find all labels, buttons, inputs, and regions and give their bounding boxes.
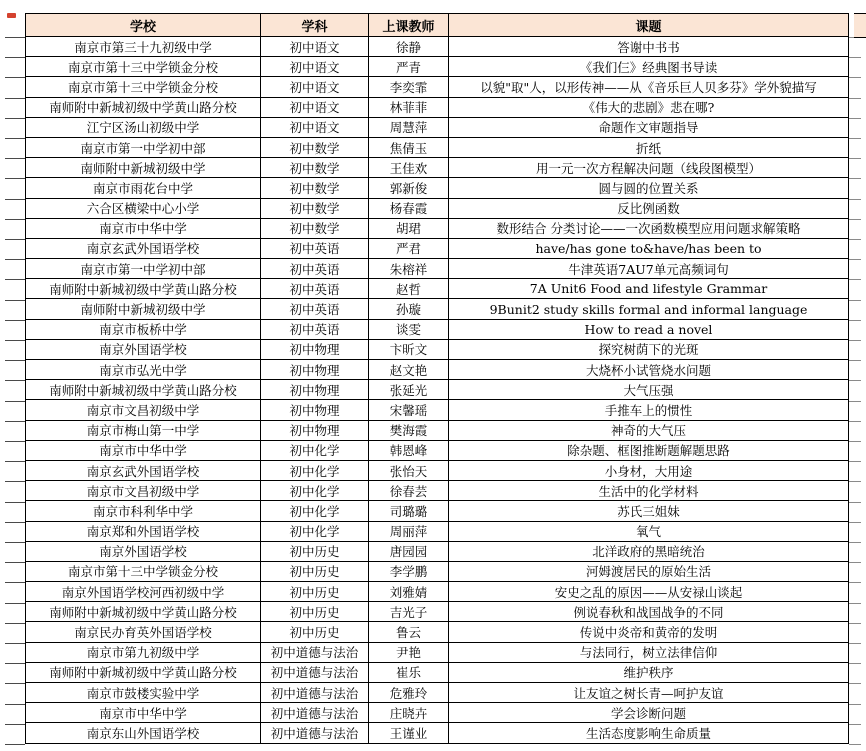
table-row (26, 57, 849, 77)
grid-line-stub (5, 360, 25, 361)
cell-topic[interactable]: 除杂题、框图推断题解题思路 (449, 440, 849, 460)
grid-line-stub (5, 643, 25, 644)
grid-line-stub (849, 340, 861, 341)
cell-teacher[interactable]: 李奕霏 (369, 77, 449, 97)
grid-line-stub (5, 401, 25, 402)
grid-line-stub (5, 663, 25, 664)
header-row (26, 14, 849, 37)
cell-school[interactable]: 南京市中华中学 (26, 440, 261, 460)
cell-topic[interactable]: 河姆渡居民的原始生活 (449, 561, 849, 581)
cell-school[interactable]: 南京市弘光中学 (26, 360, 261, 380)
grid-line-stub (849, 441, 861, 442)
cell-subject[interactable]: 初中英语 (261, 238, 369, 258)
cell-teacher[interactable]: 韩恩峰 (369, 440, 449, 460)
table-row (26, 238, 849, 258)
cell-teacher[interactable]: 卞昕文 (369, 339, 449, 359)
cell-subject[interactable]: 初中历史 (261, 561, 369, 581)
cell-school[interactable]: 南京市中华中学 (26, 218, 261, 238)
grid-line-stub (5, 138, 25, 139)
cell-topic[interactable]: 学会诊断问题 (449, 703, 849, 723)
table-row (26, 662, 849, 682)
cell-subject[interactable]: 初中数学 (261, 218, 369, 238)
cell-subject[interactable]: 初中物理 (261, 380, 369, 400)
cell-school[interactable]: 南京市文昌初级中学 (26, 481, 261, 501)
grid-line-stub (5, 603, 25, 604)
table-row (26, 723, 849, 743)
table-row (26, 360, 849, 380)
cell-school[interactable]: 南京市雨花台中学 (26, 178, 261, 198)
cell-teacher[interactable]: 赵哲 (369, 279, 449, 299)
grid-line-stub (849, 421, 861, 422)
header-topic[interactable]: 课题 (449, 14, 849, 37)
cell-teacher[interactable]: 尹艳 (369, 642, 449, 662)
table-row (26, 561, 849, 581)
cell-topic[interactable]: 大烧杯小试管烧水问题 (449, 360, 849, 380)
lesson-table (25, 13, 849, 744)
cell-school[interactable]: 南京市第一中学初中部 (26, 259, 261, 279)
cell-school[interactable]: 南京玄武外国语学校 (26, 238, 261, 258)
cell-topic[interactable]: 牛津英语7AU7单元高频词句 (449, 259, 849, 279)
cell-school[interactable]: 南京市第一中学初中部 (26, 137, 261, 157)
grid-line-stub (849, 199, 861, 200)
cell-teacher[interactable]: 林菲菲 (369, 97, 449, 117)
grid-line-stub (849, 704, 861, 705)
cell-teacher[interactable]: 宋馨瑶 (369, 400, 449, 420)
cell-teacher[interactable]: 王谨业 (369, 723, 449, 743)
grid-line-stub (849, 623, 861, 624)
cell-subject[interactable]: 初中道德与法治 (261, 703, 369, 723)
cell-subject[interactable]: 初中化学 (261, 481, 369, 501)
grid-line-stub (5, 441, 25, 442)
cell-teacher[interactable]: 鲁云 (369, 622, 449, 642)
cell-teacher[interactable]: 周慧萍 (369, 117, 449, 137)
cell-topic[interactable]: 大气压强 (449, 380, 849, 400)
table-row (26, 339, 849, 359)
cell-school[interactable]: 南师附中新城初级中学黄山路分校 (26, 279, 261, 299)
grid-line-stub (849, 77, 861, 78)
cell-subject[interactable]: 初中语文 (261, 57, 369, 77)
cell-subject[interactable]: 初中数学 (261, 198, 369, 218)
cell-school[interactable]: 南京郑和外国语学校 (26, 521, 261, 541)
cell-topic[interactable]: 用一元一次方程解决问题（线段图模型） (449, 158, 849, 178)
cell-school[interactable]: 江宁区汤山初级中学 (26, 117, 261, 137)
grid-line-stub (5, 300, 25, 301)
table-row (26, 137, 849, 157)
table-row (26, 198, 849, 218)
table-row (26, 380, 849, 400)
table-row (26, 77, 849, 97)
adjacent-column-header-stub (854, 13, 866, 38)
grid-line-stub (849, 57, 861, 58)
grid-line-stub (5, 461, 25, 462)
cell-school[interactable]: 南师附中新城初级中学黄山路分校 (26, 602, 261, 622)
cell-teacher[interactable]: 王佳欢 (369, 158, 449, 178)
cell-school[interactable]: 六合区横梁中心小学 (26, 198, 261, 218)
grid-line-stub (849, 219, 861, 220)
cell-teacher[interactable]: 吉光子 (369, 602, 449, 622)
grid-line-stub (5, 219, 25, 220)
cell-school[interactable]: 南京外国语学校 (26, 339, 261, 359)
table-row (26, 279, 849, 299)
cell-subject[interactable]: 初中英语 (261, 279, 369, 299)
grid-line-stub (849, 380, 861, 381)
cell-school[interactable]: 南京市第九初级中学 (26, 642, 261, 662)
cell-school[interactable]: 南京玄武外国语学校 (26, 460, 261, 480)
cell-topic[interactable]: 氧气 (449, 521, 849, 541)
table-row (26, 582, 849, 602)
grid-line-stub (849, 98, 861, 99)
cell-teacher[interactable]: 刘雅婧 (369, 582, 449, 602)
grid-line-stub (5, 421, 25, 422)
cell-teacher[interactable]: 孙璇 (369, 299, 449, 319)
cell-teacher[interactable]: 崔乐 (369, 662, 449, 682)
grid-line-stub (5, 199, 25, 200)
cell-subject[interactable]: 初中语文 (261, 37, 369, 57)
table-row (26, 642, 849, 662)
cell-teacher[interactable]: 谈雯 (369, 319, 449, 339)
cell-school[interactable]: 南京东山外国语学校 (26, 723, 261, 743)
cell-subject[interactable]: 初中语文 (261, 97, 369, 117)
grid-line-stub (5, 98, 25, 99)
cell-subject[interactable]: 初中数学 (261, 178, 369, 198)
grid-line-stub (5, 542, 25, 543)
table-row (26, 158, 849, 178)
grid-line-stub (849, 744, 861, 745)
grid-line-stub (5, 239, 25, 240)
grid-line-stub (5, 683, 25, 684)
right-gutter (849, 0, 866, 751)
cell-topic[interactable]: 探究树荫下的光斑 (449, 339, 849, 359)
cell-subject[interactable]: 初中道德与法治 (261, 683, 369, 703)
cell-teacher[interactable]: 危雅玲 (369, 683, 449, 703)
grid-line-stub (5, 724, 25, 725)
grid-line-stub (849, 663, 861, 664)
grid-line-stub (5, 704, 25, 705)
table-row (26, 521, 849, 541)
grid-line-stub (849, 178, 861, 179)
grid-line-stub (849, 239, 861, 240)
table-row (26, 622, 849, 642)
cell-teacher[interactable]: 胡珺 (369, 218, 449, 238)
cell-topic[interactable]: 安史之乱的原因——从安禄山谈起 (449, 582, 849, 602)
cell-subject[interactable]: 初中英语 (261, 299, 369, 319)
cell-topic[interactable]: 9Bunit2 study skills formal and informal language (449, 299, 849, 319)
grid-line-stub (849, 522, 861, 523)
cell-topic[interactable]: 答谢中书书 (449, 37, 849, 57)
cell-teacher[interactable]: 周丽萍 (369, 521, 449, 541)
grid-line-stub (849, 562, 861, 563)
cell-teacher[interactable]: 庄晓卉 (369, 703, 449, 723)
cell-school[interactable]: 南京市科利华中学 (26, 501, 261, 521)
grid-line-stub (849, 279, 861, 280)
cell-topic[interactable]: 让友谊之树长青—呵护友谊 (449, 683, 849, 703)
grid-line-stub (5, 320, 25, 321)
cell-subject[interactable]: 初中物理 (261, 360, 369, 380)
cell-school[interactable]: 南京市文昌初级中学 (26, 400, 261, 420)
grid-line-stub (5, 744, 25, 745)
cell-subject[interactable]: 初中数学 (261, 137, 369, 157)
header-school[interactable]: 学校 (26, 14, 261, 37)
grid-line-stub (849, 542, 861, 543)
grid-line-stub (849, 118, 861, 119)
cell-school[interactable]: 南师附中新城初级中学黄山路分校 (26, 662, 261, 682)
cell-school[interactable]: 南师附中新城初级中学黄山路分校 (26, 380, 261, 400)
cell-topic[interactable]: 例说春秋和战国战争的不同 (449, 602, 849, 622)
table-row (26, 481, 849, 501)
table-row (26, 501, 849, 521)
grid-line-stub (5, 623, 25, 624)
cell-teacher[interactable]: 严君 (369, 238, 449, 258)
cell-teacher[interactable]: 张延光 (369, 380, 449, 400)
grid-line-stub (849, 320, 861, 321)
grid-line-stub (5, 582, 25, 583)
cell-teacher[interactable]: 赵文艳 (369, 360, 449, 380)
cell-school[interactable]: 南京市第十三中学锁金分校 (26, 77, 261, 97)
cell-school[interactable]: 南京外国语学校河西初级中学 (26, 582, 261, 602)
grid-line-stub (5, 57, 25, 58)
cell-teacher[interactable]: 徐春芸 (369, 481, 449, 501)
cell-school[interactable]: 南京市第十三中学锁金分校 (26, 57, 261, 77)
table-row (26, 683, 849, 703)
cell-school[interactable]: 南京市第三十九初级中学 (26, 37, 261, 57)
cell-subject[interactable]: 初中历史 (261, 541, 369, 561)
cell-school[interactable]: 南师附中新城初级中学 (26, 299, 261, 319)
cell-topic[interactable]: 圆与圆的位置关系 (449, 178, 849, 198)
grid-line-stub (5, 118, 25, 119)
cell-subject[interactable]: 初中道德与法治 (261, 642, 369, 662)
cell-topic[interactable]: 数形结合 分类讨论——一次函数模型应用问题求解策略 (449, 218, 849, 238)
table-row (26, 299, 849, 319)
grid-line-stub (5, 279, 25, 280)
grid-line-stub (849, 603, 861, 604)
cell-teacher[interactable]: 杨春霞 (369, 198, 449, 218)
grid-line-stub (849, 643, 861, 644)
cell-subject[interactable]: 初中历史 (261, 622, 369, 642)
cell-subject[interactable]: 初中英语 (261, 319, 369, 339)
cell-subject[interactable]: 初中化学 (261, 501, 369, 521)
table-row (26, 400, 849, 420)
cell-subject[interactable]: 初中语文 (261, 77, 369, 97)
cell-topic[interactable]: 以貌"取"人，以形传神——从《音乐巨人贝多芬》学外貌描写 (449, 77, 849, 97)
table-row (26, 703, 849, 723)
left-gutter (0, 0, 25, 751)
grid-line-stub (5, 158, 25, 159)
cell-topic[interactable]: 命题作文审题指导 (449, 117, 849, 137)
cell-teacher[interactable]: 焦倩玉 (369, 137, 449, 157)
cell-topic[interactable]: 苏氏三姐妹 (449, 501, 849, 521)
grid-line-stub (849, 683, 861, 684)
grid-line-stub (849, 461, 861, 462)
cell-topic[interactable]: 传说中炎帝和黄帝的发明 (449, 622, 849, 642)
cell-subject[interactable]: 初中物理 (261, 400, 369, 420)
cell-subject[interactable]: 初中道德与法治 (261, 662, 369, 682)
table-row (26, 319, 849, 339)
cell-topic[interactable]: 生活态度影响生命质量 (449, 723, 849, 743)
cell-teacher[interactable]: 郭新俊 (369, 178, 449, 198)
table-row (26, 460, 849, 480)
grid-line-stub (5, 522, 25, 523)
cell-subject[interactable]: 初中语文 (261, 117, 369, 137)
grid-line-stub (849, 724, 861, 725)
cell-school[interactable]: 南京市梅山第一中学 (26, 420, 261, 440)
grid-line-stub (849, 502, 861, 503)
cell-subject[interactable]: 初中数学 (261, 158, 369, 178)
table-row (26, 602, 849, 622)
table-row (26, 218, 849, 238)
cell-school[interactable]: 南京民办育英外国语学校 (26, 622, 261, 642)
cell-subject[interactable]: 初中历史 (261, 602, 369, 622)
cell-subject[interactable]: 初中化学 (261, 460, 369, 480)
cell-teacher[interactable]: 唐园园 (369, 541, 449, 561)
cell-topic[interactable]: 反比例函数 (449, 198, 849, 218)
grid-line-stub (849, 158, 861, 159)
grid-line-stub (849, 300, 861, 301)
cell-subject[interactable]: 初中英语 (261, 259, 369, 279)
grid-line-stub (5, 37, 25, 38)
grid-line-stub (5, 562, 25, 563)
table-row (26, 97, 849, 117)
table-row (26, 541, 849, 561)
table-row (26, 259, 849, 279)
table-row (26, 117, 849, 137)
red-corner-mark (7, 13, 16, 18)
cell-topic[interactable]: 小身材，大用途 (449, 460, 849, 480)
cell-teacher[interactable]: 朱榕祥 (369, 259, 449, 279)
grid-line-stub (5, 178, 25, 179)
table-row (26, 420, 849, 440)
cell-topic[interactable]: How to read a novel (449, 319, 849, 339)
cell-subject[interactable]: 初中道德与法治 (261, 723, 369, 743)
cell-subject[interactable]: 初中物理 (261, 420, 369, 440)
grid-line-stub (5, 502, 25, 503)
header-subject[interactable]: 学科 (261, 14, 369, 37)
cell-topic[interactable]: 维护秩序 (449, 662, 849, 682)
grid-line-stub (849, 582, 861, 583)
cell-school[interactable]: 南师附中新城初级中学 (26, 158, 261, 178)
cell-school[interactable]: 南师附中新城初级中学黄山路分校 (26, 97, 261, 117)
grid-line-stub (5, 259, 25, 260)
grid-line-stub (849, 259, 861, 260)
table-row (26, 178, 849, 198)
grid-line-stub (849, 138, 861, 139)
table-body (26, 37, 849, 744)
header-teacher[interactable]: 上课教师 (369, 14, 449, 37)
cell-topic[interactable]: 手推车上的惯性 (449, 400, 849, 420)
grid-line-stub (849, 360, 861, 361)
table-row (26, 37, 849, 57)
cell-teacher[interactable]: 司璐璐 (369, 501, 449, 521)
cell-school[interactable]: 南京外国语学校 (26, 541, 261, 561)
grid-line-stub (849, 481, 861, 482)
cell-school[interactable]: 南京市鼓楼实验中学 (26, 683, 261, 703)
cell-teacher[interactable]: 李学鹏 (369, 561, 449, 581)
cell-school[interactable]: 南京市板桥中学 (26, 319, 261, 339)
grid-line-stub (5, 340, 25, 341)
cell-teacher[interactable]: 张怡天 (369, 460, 449, 480)
cell-topic[interactable]: 神奇的大气压 (449, 420, 849, 440)
grid-line-stub (5, 380, 25, 381)
cell-topic[interactable]: 与法同行，树立法律信仰 (449, 642, 849, 662)
table-row (26, 440, 849, 460)
cell-topic[interactable]: 生活中的化学材料 (449, 481, 849, 501)
grid-line-stub (5, 77, 25, 78)
cell-topic[interactable]: 折纸 (449, 137, 849, 157)
cell-teacher[interactable]: 樊海霞 (369, 420, 449, 440)
cell-topic[interactable]: 北洋政府的黑暗统治 (449, 541, 849, 561)
cell-topic[interactable]: 《我们仨》经典图书导读 (449, 57, 849, 77)
cell-subject[interactable]: 初中化学 (261, 440, 369, 460)
grid-line-stub (5, 481, 25, 482)
cell-school[interactable]: 南京市中华中学 (26, 703, 261, 723)
cell-subject[interactable]: 初中化学 (261, 521, 369, 541)
cell-school[interactable]: 南京市第十三中学锁金分校 (26, 561, 261, 581)
cell-teacher[interactable]: 严青 (369, 57, 449, 77)
cell-subject[interactable]: 初中历史 (261, 582, 369, 602)
cell-subject[interactable]: 初中物理 (261, 339, 369, 359)
cell-topic[interactable]: 《伟大的悲剧》悲在哪? (449, 97, 849, 117)
cell-topic[interactable]: 7A Unit6 Food and lifestyle Grammar (449, 279, 849, 299)
grid-line-stub (849, 401, 861, 402)
cell-teacher[interactable]: 徐静 (369, 37, 449, 57)
cell-topic[interactable]: have/has gone to&have/has been to (449, 238, 849, 258)
